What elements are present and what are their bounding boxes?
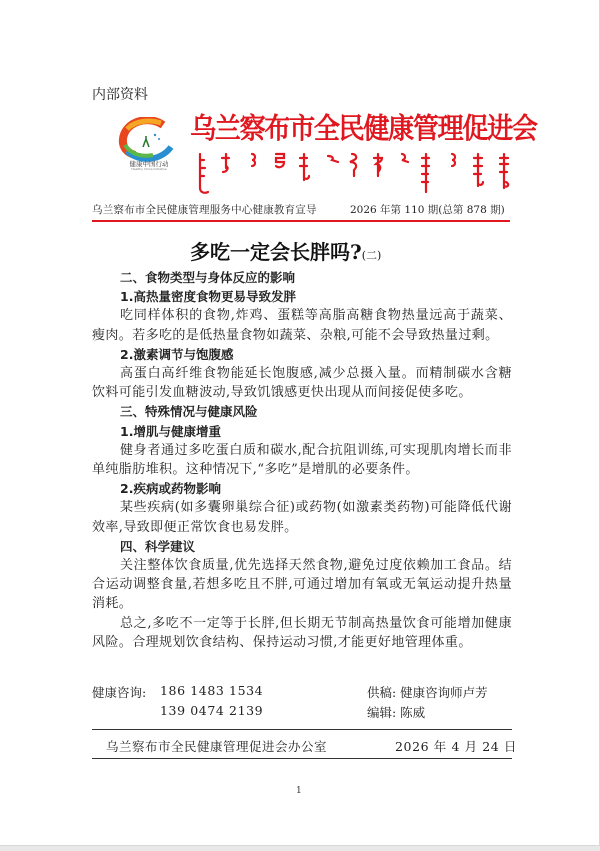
- classification-label: 内部资料: [92, 87, 148, 103]
- article-title-part: (二): [361, 249, 382, 262]
- contributor: 供稿: 健康咨询师卢芳: [367, 685, 488, 700]
- footer-date: 2026 年 4 月 24 日: [395, 739, 518, 754]
- section-heading: 四、科学建议: [120, 538, 196, 554]
- consultation-label: 健康咨询:: [92, 685, 147, 700]
- subsection-heading: 1.增肌与健康增重: [120, 423, 221, 439]
- header-divider: [92, 220, 510, 222]
- article-title: [190, 236, 381, 265]
- footer-divider-top: [92, 729, 512, 730]
- phone-number-2: 139 0474 2139: [160, 703, 264, 718]
- publisher-subhead: 乌兰察布市全民健康管理服务中心健康教育宣导: [92, 204, 317, 216]
- section-heading: 三、特殊情况与健康风险: [120, 404, 258, 420]
- paragraph: 关注整体饮食质量,优先选择天然食物,避免过度依赖加工食品。结合运动调整食量,若想多吃且不胖,可通过增加有氧或无氧运动提升热量消耗。: [92, 558, 512, 612]
- paragraph: 吃同样体积的食物,炸鸡、蛋糕等高脂高糖食物热量远高于蔬菜、瘦肉。若多吃的是低热量食物如蔬菜、杂粮,可能不会导致热量过剩。: [92, 308, 512, 343]
- subsection-heading: 2.疾病或药物影响: [120, 481, 221, 497]
- healthy-china-logo-icon: [113, 117, 183, 181]
- phone-number-1: 186 1483 1534: [160, 683, 264, 698]
- paragraph: 高蛋白高纤维食物能延长饱腹感,减少总摄入量。而精制碳水含糖饮料可能引发血糖波动,导致饥饿感更快出现从而间接促使多吃。: [92, 366, 512, 401]
- article-title-main: 多吃一定会长胖吗?: [190, 240, 362, 264]
- article-body: [92, 268, 512, 652]
- logo-caption: 健康中国行动: [129, 160, 169, 168]
- mongolian-script-title-icon: [192, 148, 542, 198]
- subsection-heading: 2.激素调节与饱腹感: [120, 346, 234, 362]
- subsection-heading: 1.高热量密度食物更易导致发胖: [120, 289, 296, 305]
- editor: 编辑: 陈威: [367, 705, 426, 720]
- footer-divider-bottom: [92, 758, 512, 759]
- issue-number: 2026 年第 110 期(总第 878 期): [350, 204, 505, 216]
- logo-caption-en: Healthy China Initiative: [131, 167, 167, 171]
- section-heading: 二、食物类型与身体反应的影响: [120, 270, 296, 285]
- organization-title: 乌兰察布市全民健康管理促进会: [190, 111, 537, 145]
- paragraph: 健身者通过多吃蛋白质和碳水,配合抗阻训练,可实现肌肉增长而非单纯脂肪堆积。这种情况下,“多吃”是增肌的必要条件。: [92, 442, 512, 478]
- paragraph: 总之,多吃不一定等于长胖,但长期无节制高热量饮食可能增加健康风险。合理规划饮食结构、保持运动习惯,才能更好地管理体重。: [92, 615, 512, 650]
- footer-organization: 乌兰察布市全民健康管理促进会办公室: [106, 739, 328, 754]
- paragraph: 某些疾病(如多囊卵巢综合征)或药物(如激素类药物)可能降低代谢效率,导致即便正常饮食也易发胖。: [92, 500, 512, 535]
- page-number: 1: [296, 786, 302, 796]
